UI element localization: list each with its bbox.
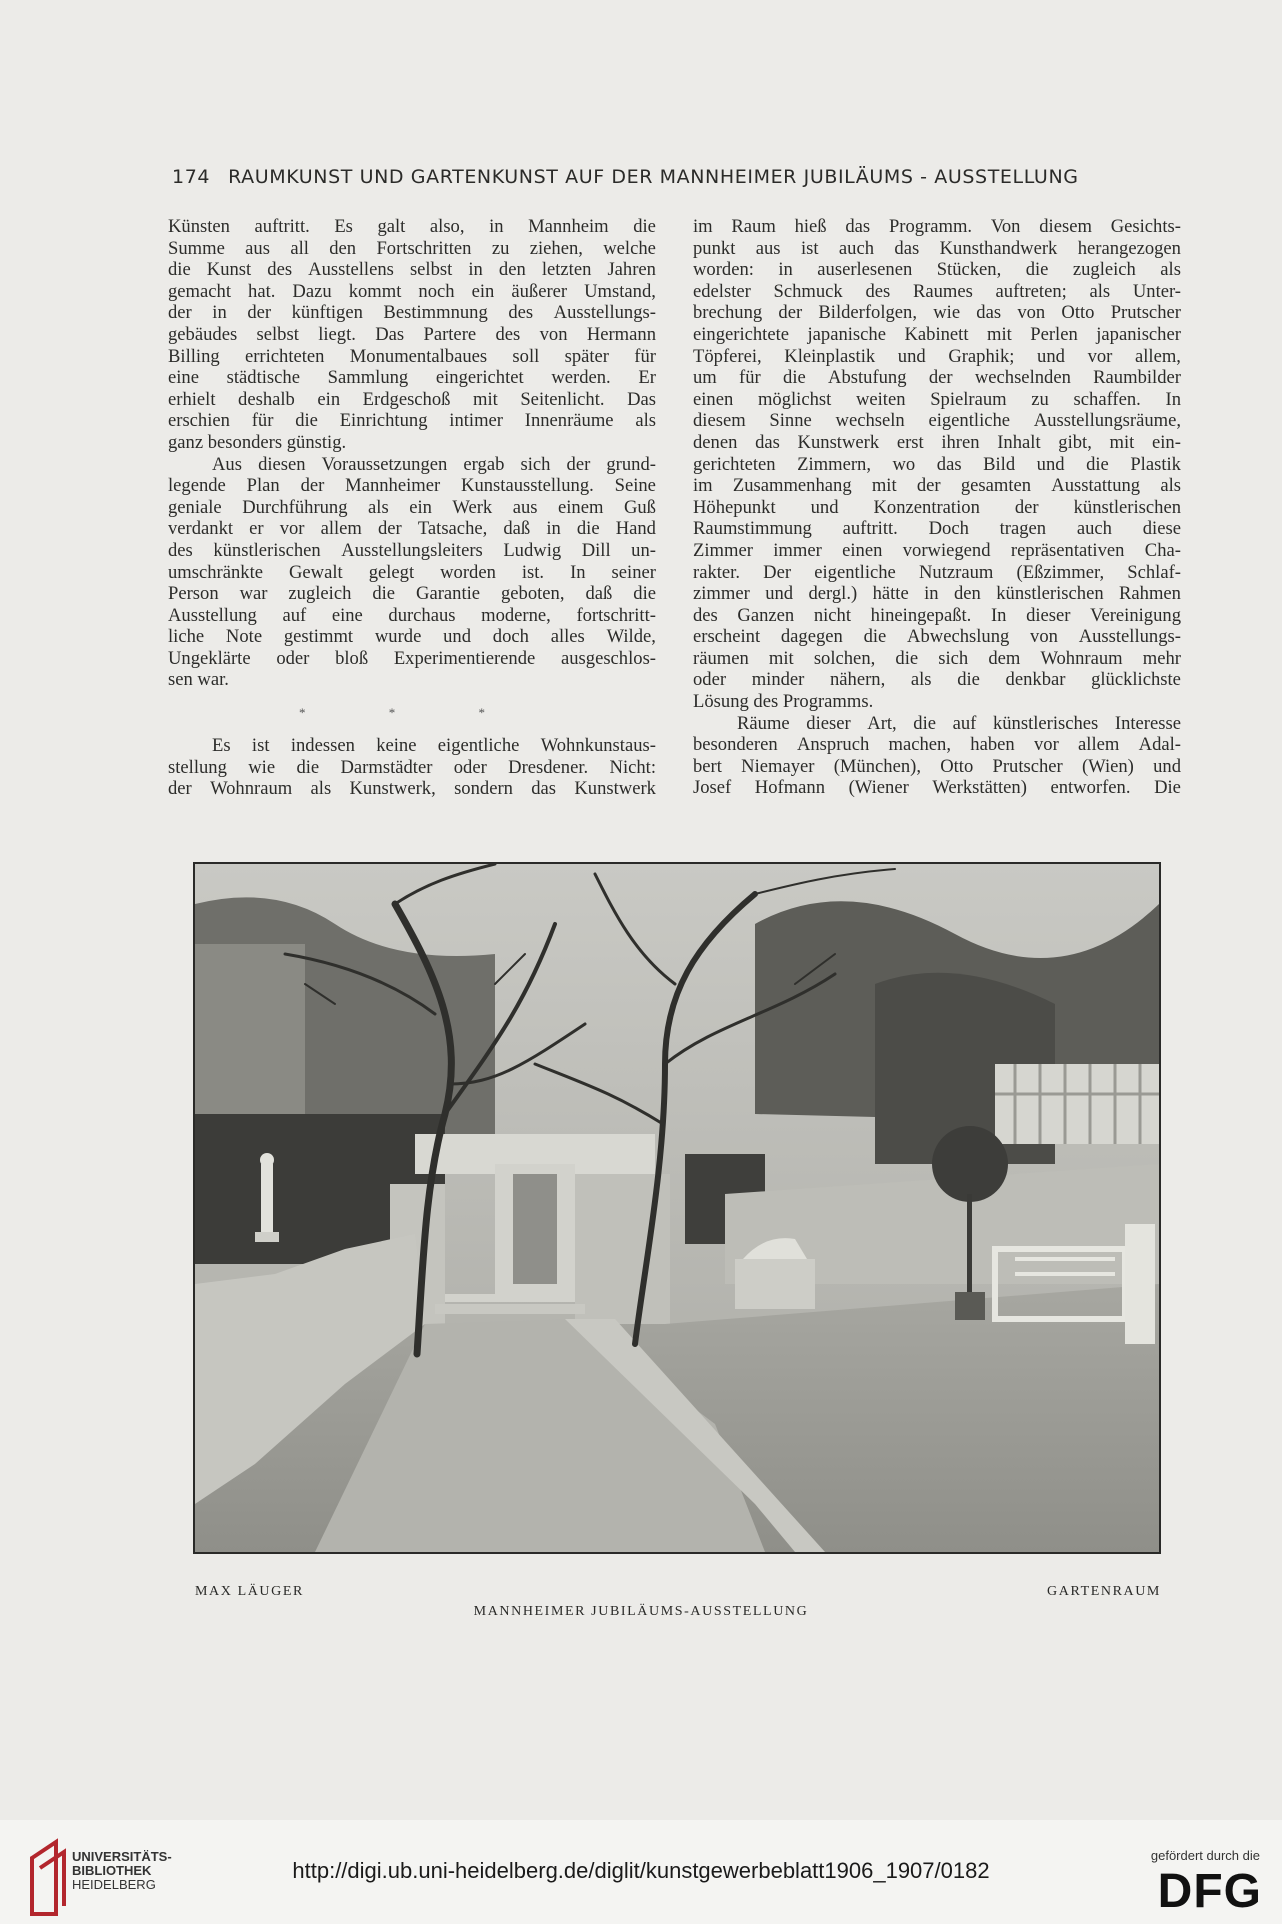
text-line: Person war zugleich die Garantie geboten, daß die: [168, 583, 656, 605]
text-line: rakter. Der eigentliche Nutzraum (Eßzimmer, Schlaf-: [693, 561, 1181, 583]
text-line: des Ganzen nicht hineingepaßt. In dieser Vereinigung: [693, 604, 1181, 626]
text-line: liche Note gestimmt wurde und doch alles Wilde,: [168, 626, 656, 648]
text-line: legende Plan der Mannheimer Kunstausstellung. Seine: [168, 475, 656, 497]
text-line: Töpferei, Kleinplastik und Graphik; und vor allem,: [693, 345, 1181, 367]
text-line: Josef Hofmann (Wiener Werkstätten) entworfen. Die: [693, 777, 1181, 799]
page-number: 174: [172, 166, 211, 188]
text-line: denen das Kunstwerk erst ihren Inhalt gibt, mit ein-: [693, 431, 1181, 453]
text-line: Ungeklärte oder bloß Experimentierende ausgeschlos-: [168, 647, 656, 669]
caption-exhibition: MANNHEIMER JUBILÄUMS-AUSSTELLUNG: [473, 1604, 809, 1619]
text-line: einen möglichst weiten Spielraum zu schaffen. In: [693, 388, 1181, 410]
text-line: diesem Sinne wechseln eigentliche Ausstellungsräume,: [693, 410, 1181, 432]
text-line: Es ist indessen keine eigentliche Wohnkunstaus-: [212, 735, 656, 757]
text-line: der Wohnraum als Kunstwerk, sondern das Kunstwerk: [168, 778, 656, 800]
text-line: Räume dieser Art, die auf künstlerisches Interesse: [737, 712, 1181, 734]
text-line: gemacht hat. Dazu kommt noch ein äußerer Umstand,: [168, 280, 656, 302]
paragraph: [693, 216, 1181, 713]
text-line: ganz besonders günstig.: [168, 431, 347, 453]
text-line: gerichteten Zimmern, wo das Bild und die Plastik: [693, 453, 1181, 475]
digitization-footer: [0, 1820, 1282, 1924]
text-line: erschien für die Einrichtung intimer Innenräume als: [168, 410, 656, 432]
right-text-column: [693, 216, 1181, 799]
library-name-line: HEIDELBERG: [72, 1877, 156, 1892]
garden-photograph: [193, 862, 1161, 1554]
paragraph: [693, 713, 1181, 799]
text-line: bert Niemayer (München), Otto Prutscher (Wien) und: [693, 755, 1181, 777]
text-line: Raumstimmung auftritt. Doch tragen auch diese: [693, 518, 1181, 540]
text-line: Ausstellung auf eine durchaus moderne, fortschritt-: [168, 604, 656, 626]
text-line: um für die Abstufung der wechselnden Raumbilder: [693, 367, 1181, 389]
text-line: besonderen Anspruch machen, haben vor allem Adal-: [693, 734, 1181, 756]
text-line: Aus diesen Voraussetzungen ergab sich der grund-: [212, 453, 656, 475]
text-line: zimmer und dergl.) hätte in den künstlerischen Rahmen: [693, 583, 1181, 605]
text-line: erhielt deshalb ein Erdgeschoß mit Seitenlicht. Das: [168, 388, 656, 410]
text-line: brechung der Bilderfolgen, wie das von Otto Prutscher: [693, 302, 1181, 324]
paragraph: [168, 454, 656, 692]
dfg-logo: DFG: [1157, 1865, 1262, 1918]
text-line: der in der künftigen Bestimmnung des Ausstellungs-: [168, 302, 656, 324]
text-line: geniale Durchführung als ein Werk aus einem Guß: [168, 496, 656, 518]
text-line: worden: in auserlesenen Stücken, die zugleich als: [693, 259, 1181, 281]
text-line: eingerichtete japanische Kabinett mit Perlen japanischer: [693, 323, 1181, 345]
text-line: im Zusammenhang mit der gesamten Ausstattung als: [693, 475, 1181, 497]
caption-artist: MAX LÄUGER: [195, 1584, 304, 1599]
text-line: Künsten auftritt. Es galt also, in Mannheim die: [168, 216, 656, 237]
text-line: Höhepunkt und Konzentration der künstlerischen: [693, 496, 1181, 518]
text-line: eine städtische Sammlung eingerichtet werden. Er: [168, 367, 656, 389]
text-line: oder minder nähern, als die denkbar glücklichste: [693, 669, 1181, 691]
text-line: verdankt er vor allem der Tatsache, daß in die Hand: [168, 518, 656, 540]
text-line: des künstlerischen Ausstellungsleiters Ludwig Dill un-: [168, 539, 656, 561]
text-line: umschränkte Gewalt gelegt worden ist. In seiner: [168, 561, 656, 583]
running-title: RAUMKUNST UND GARTENKUNST AUF DER MANNHEIMER JUBILÄUMS - AUSSTELLUNG: [228, 166, 1079, 188]
text-line: Zimmer immer einen vorwiegend repräsentativen Cha-: [693, 539, 1181, 561]
section-separator: * * *: [299, 705, 525, 721]
left-text-column: [168, 216, 656, 800]
text-line: Billing errichteten Monumentalbaues soll später für: [168, 345, 656, 367]
permalink[interactable]: http://digi.ub.uni-heidelberg.de/diglit/kunstgewerbeblatt1906_1907/0182: [292, 1858, 990, 1883]
paragraph: [168, 216, 656, 454]
text-line: Summe aus all den Fortschritten zu ziehen, welche: [168, 237, 656, 259]
sponsor-label: gefördert durch die: [1150, 1848, 1260, 1863]
text-line: punkt aus ist auch das Kunsthandwerk herangezogen: [693, 237, 1181, 259]
caption-title: GARTENRAUM: [1047, 1584, 1161, 1599]
text-line: die Kunst des Ausstellens selbst in den letzten Jahren: [168, 259, 656, 281]
text-line: Lösung des Programms.: [693, 691, 874, 713]
text-line: erscheint dagegen die Abwechslung von Ausstellungs-: [693, 626, 1181, 648]
text-line: im Raum hieß das Programm. Von diesem Gesichts-: [693, 216, 1181, 237]
text-line: edelster Schmuck des Raumes auftreten; als Unter-: [693, 280, 1181, 302]
text-line: stellung wie die Darmstädter oder Dresdener. Nicht:: [168, 756, 656, 778]
text-line: räumen mit solchen, die sich dem Wohnraum mehr: [693, 647, 1181, 669]
text-line: sen war.: [168, 669, 229, 691]
library-name-line: UNIVERSITÄTS-: [72, 1849, 172, 1864]
running-header: [172, 166, 1188, 188]
text-line: gebäudes selbst liegt. Das Partere des von Hermann: [168, 323, 656, 345]
paragraph: [168, 735, 656, 800]
library-name-line: BIBLIOTHEK: [72, 1863, 152, 1878]
